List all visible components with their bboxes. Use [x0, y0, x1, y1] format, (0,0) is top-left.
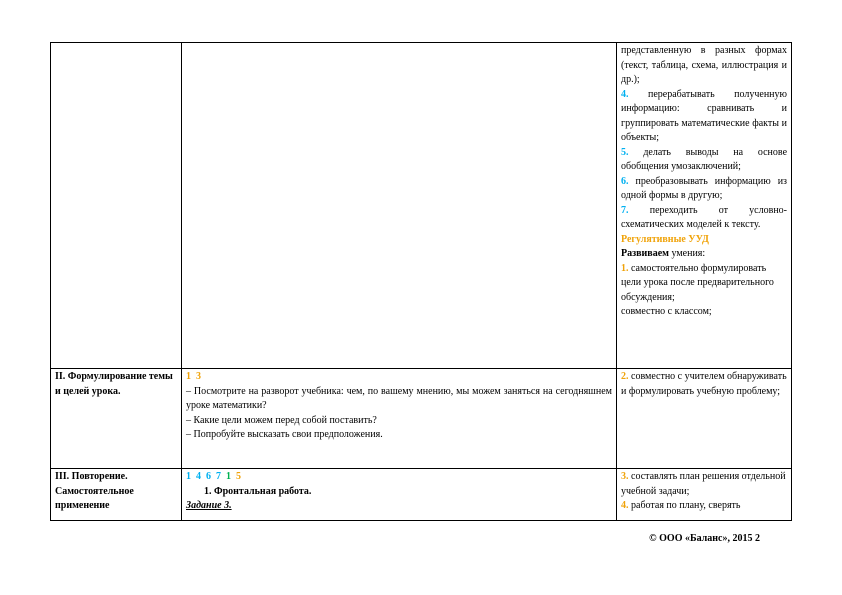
stage-label: III. Повторение. Самостоятельное применение [55, 471, 134, 511]
stage-label: II. Формулирование темы и целей урока. [55, 371, 173, 397]
stage-cell [51, 369, 182, 469]
table-row [51, 369, 792, 469]
teacher-question: – Какие цели можем перед собой поставить? [186, 414, 377, 426]
teacher-question: – Посмотрите на разворот учебника: чем, по вашему мнению, мы можем заняться на сегодняшнем уроке математики? [186, 385, 612, 411]
uud-item: 4. перерабатывать полученную информацию: сравнивать и группировать математические факты и объекты; [621, 88, 788, 143]
stage-cell [51, 43, 182, 369]
uud-cell [617, 43, 792, 369]
stage-cell [51, 469, 182, 521]
frontal-work: 1. Фронтальная работа. [204, 485, 312, 497]
uud-item: 7. переходить от условно-схематических моделей к тексту. [621, 204, 788, 230]
content-cell [182, 43, 617, 369]
slide-numbers: 1 3 [186, 371, 201, 382]
task-title: Задание 3. [186, 500, 232, 511]
uud-item: 2. совместно с учителем обнаруживать и формулировать учебную проблему; [621, 371, 787, 397]
uud-item: 6. преобразовывать информацию из одной формы в другую; [621, 175, 787, 201]
uud-item: 1. самостоятельно формулировать цели урока после предварительного обсуждения; [621, 262, 774, 303]
uud-cell [617, 369, 792, 469]
slide-numbers: 1 4 6 7 1 5 [186, 471, 241, 482]
uud-item-tail: совместно с классом; [621, 306, 712, 317]
uud-intro: представленную в разных формах (текст, таблица, схема, иллюстрация и др.); [621, 45, 787, 85]
teacher-question: – Попробуйте высказать свои предположения. [186, 429, 383, 440]
regulative-heading: Регулятивные УУД [621, 233, 709, 245]
copyright-footer: © ООО «Баланс», 2015 2 [649, 533, 760, 544]
content-cell [182, 369, 617, 469]
table-row [51, 469, 792, 521]
uud-item: 4. работая по плану, сверять [621, 500, 741, 511]
lesson-table [50, 42, 792, 521]
uud-item: 3. составлять план решения отдельной учебной задачи; [621, 471, 786, 497]
develop-skills: Развиваем умения: [621, 248, 706, 259]
content-cell [182, 469, 617, 521]
uud-item: 5. делать выводы на основе обобщения умозаключений; [621, 146, 788, 172]
uud-cell [617, 469, 792, 521]
table-row [51, 43, 792, 369]
